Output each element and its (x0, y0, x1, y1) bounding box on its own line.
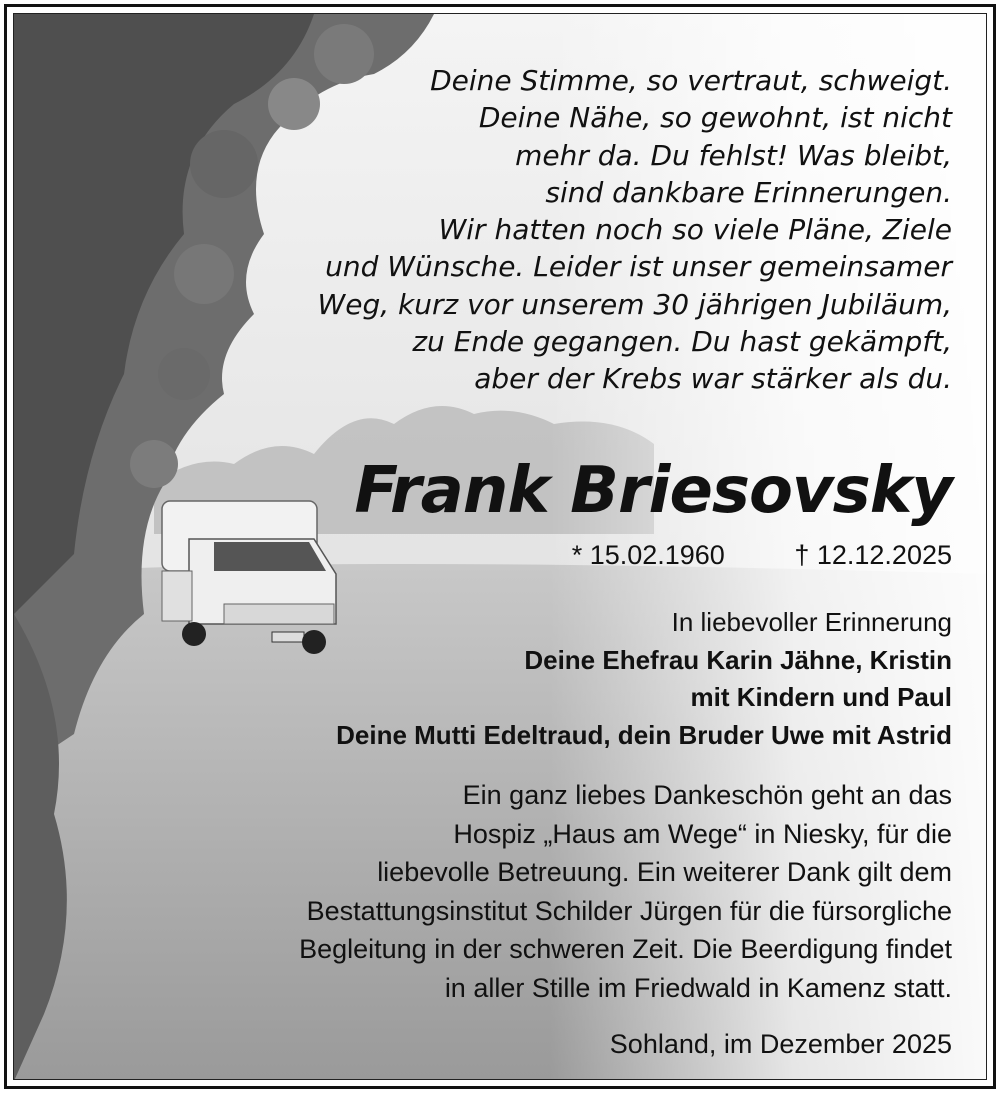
poem-line: aber der Krebs war stärker als du. (474, 362, 952, 396)
thanks-line: Begleitung in der schweren Zeit. Die Beerdigung findet (299, 934, 952, 964)
thanks-line: in aller Stille im Friedwald in Kamenz statt. (444, 972, 952, 1003)
poem-line: mehr da. Du fehlst! Was bleibt, (515, 138, 952, 172)
thanks-note (299, 776, 952, 1007)
mourners-line: Deine Mutti Edeltraud, dein Bruder Uwe mit Astrid (336, 719, 952, 750)
thanks-line: Hospiz „Haus am Wege“ in Niesky, für die (453, 818, 952, 849)
thanks-line: liebevolle Betreuung. Ein weiterer Dank gilt dem (377, 857, 952, 887)
mourners-intro: In liebevoller Erinnerung (671, 607, 952, 637)
poem-line: zu Ende gegangen. Du hast gekämpft, (412, 325, 952, 359)
mourners-line: mit Kindern und Paul (690, 682, 952, 712)
poem-line: Deine Nähe, so gewohnt, ist nicht (478, 101, 952, 135)
mourners-line: Deine Ehefrau Karin Jähne, Kristin (524, 644, 952, 675)
poem-line: Deine Stimme, so vertraut, schweigt. (430, 64, 952, 97)
poem-line: Wir hatten noch so viele Pläne, Ziele (438, 213, 952, 247)
birth-date: * 15.02.1960 (571, 540, 725, 570)
poem-line: und Wünsche. Leider ist unser gemeinsamer (325, 250, 952, 284)
poem-line: Weg, kurz vor unserem 30 jährigen Jubiläum, (317, 287, 952, 321)
life-dates (572, 540, 952, 571)
obituary-frame (4, 4, 996, 1089)
thanks-line: Bestattungsinstitut Schilder Jürgen für die fürsorgliche (306, 895, 952, 926)
poem (312, 62, 952, 398)
thanks-line: Ein ganz liebes Dankeschön geht an das (462, 780, 952, 810)
poem-line: sind dankbare Erinnerungen. (545, 175, 952, 209)
obituary-panel (13, 13, 987, 1080)
death-date: † 12.12.2025 (794, 540, 952, 570)
place-date: Sohland, im Dezember 2025 (609, 1029, 952, 1059)
mourners (336, 604, 952, 754)
deceased-name: Frank Briesovsky (354, 454, 952, 528)
